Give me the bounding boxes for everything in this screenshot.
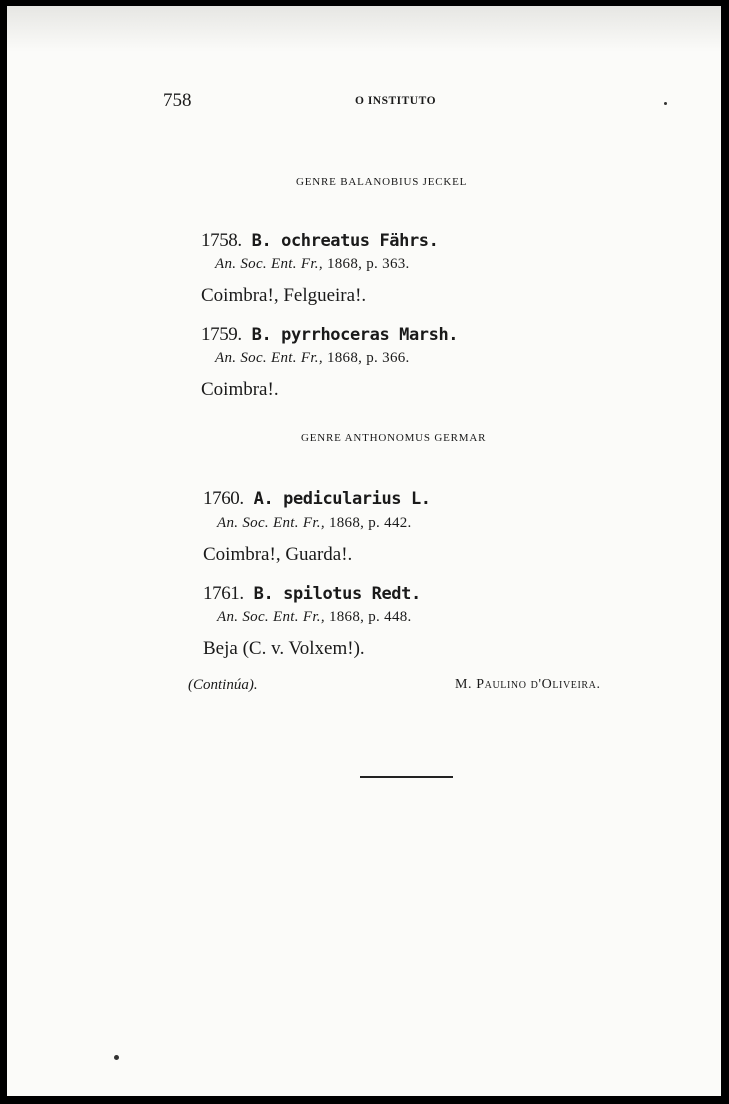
entry-number: 1759. [201, 324, 242, 345]
reference-journal: An. Soc. Ent. Fr., [215, 256, 323, 272]
ink-speck [664, 102, 667, 105]
species-name: B. pyrrhoceras Marsh. [251, 325, 459, 345]
reference-1760 [217, 515, 412, 532]
reference-journal: An. Soc. Ent. Fr., [217, 609, 325, 625]
reference-page: 1868, p. 442. [328, 515, 412, 531]
page-number: 758 [163, 90, 192, 111]
entry-title-1760 [203, 488, 431, 510]
entry-title-1758 [201, 230, 438, 252]
reference-journal: An. Soc. Ent. Fr., [215, 350, 323, 366]
reference-journal: An. Soc. Ent. Fr., [217, 515, 325, 531]
genre-heading-balanobius: GENRE BALANOBIUS JECKEL [296, 176, 468, 188]
locality-1758: Coimbra!, Felgueira!. [201, 285, 367, 306]
continued-note: (Continúa). [188, 677, 258, 693]
author-signature: M. Paulino d'Oliveira. [455, 677, 601, 692]
entry-number: 1760. [203, 488, 244, 509]
species-name: B. spilotus Redt. [253, 584, 421, 604]
reference-page: 1868, p. 363. [326, 256, 410, 272]
reference-1761 [217, 609, 412, 626]
species-name: B. ochreatus Fährs. [251, 231, 439, 251]
locality-1760: Coimbra!, Guarda!. [203, 544, 353, 565]
reference-1758 [215, 256, 410, 273]
reference-page: 1868, p. 448. [328, 609, 412, 625]
entry-number: 1761. [203, 583, 244, 604]
genre-heading-anthonomus: GENRE ANTHONOMUS GERMAR [301, 432, 487, 444]
locality-1761: Beja (C. v. Volxem!). [203, 638, 365, 659]
locality-1759: Coimbra!. [201, 379, 279, 400]
entry-number: 1758. [201, 230, 242, 251]
reference-page: 1868, p. 366. [326, 350, 410, 366]
entry-title-1759 [201, 324, 458, 346]
end-rule [360, 776, 453, 778]
running-title: O INSTITUTO [355, 95, 437, 107]
reference-1759 [215, 350, 410, 367]
species-name: A. pedicularius L. [253, 489, 431, 509]
page [7, 6, 721, 1096]
ink-speck [114, 1055, 119, 1060]
entry-title-1761 [203, 583, 421, 605]
